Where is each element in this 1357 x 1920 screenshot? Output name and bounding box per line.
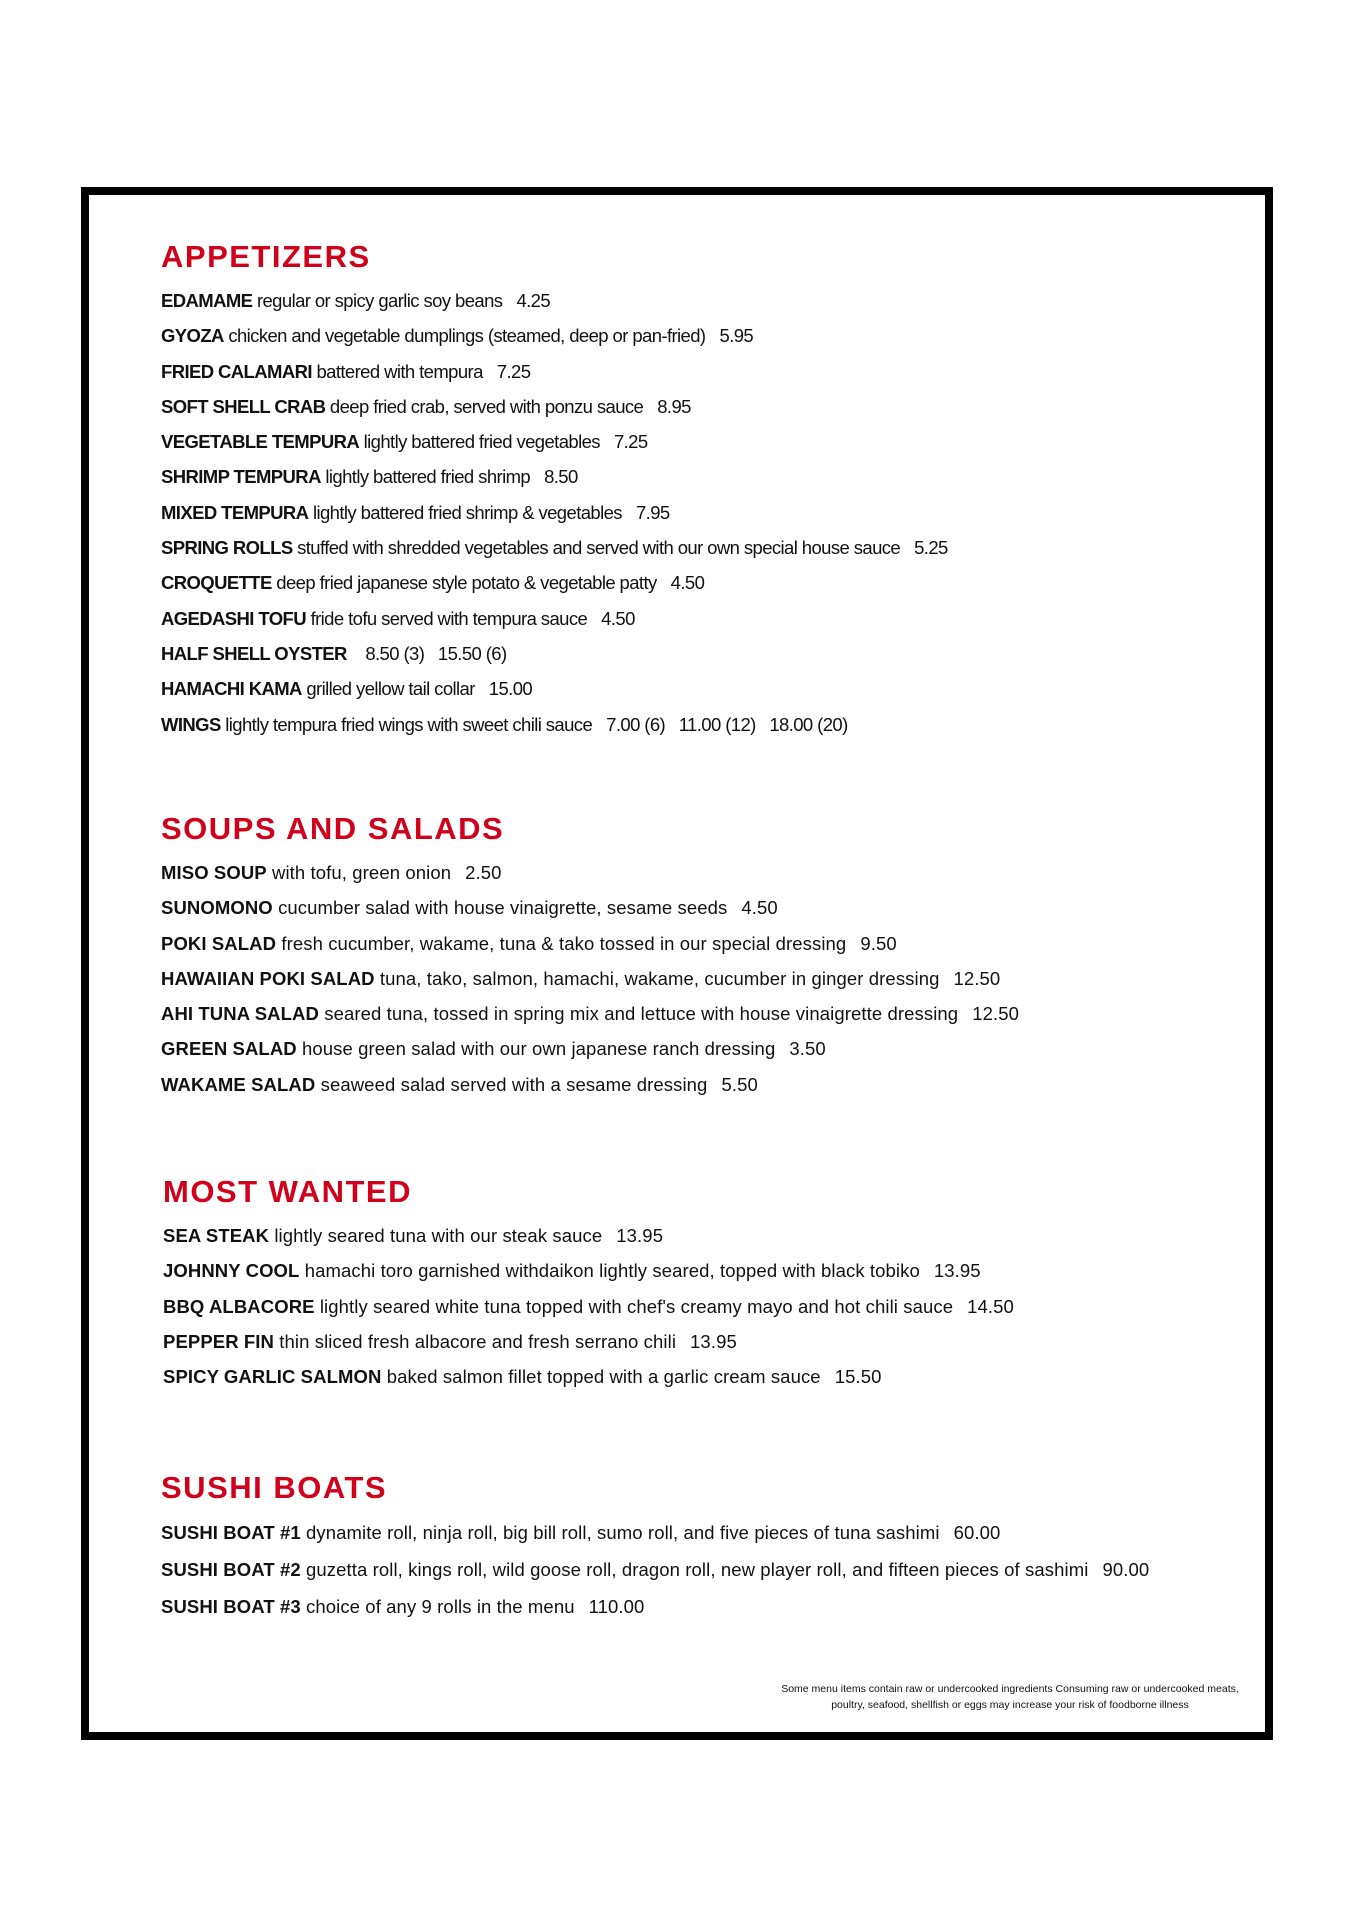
item-price: 12.50 <box>953 967 1001 989</box>
item-price: 13.95 <box>933 1260 981 1282</box>
item-price: 90.00 <box>1102 1559 1150 1580</box>
item-description: baked salmon fillet topped with a garlic cream sauce <box>386 1366 821 1388</box>
item-name: VEGETABLE TEMPURA <box>161 431 360 453</box>
menu-item <box>161 1588 1149 1625</box>
item-price: 3.50 <box>789 1038 826 1060</box>
item-description: guzetta roll, kings roll, wild goose roll, dragon roll, new player roll, and fifteen pieces of sashimi <box>305 1559 1089 1580</box>
item-price: 13.95 <box>690 1330 737 1352</box>
item-name: SUNOMONO <box>161 897 273 919</box>
menu-item <box>161 1551 1149 1588</box>
item-name: AHI TUNA SALAD <box>161 1003 319 1025</box>
item-description: grilled yellow tail collar <box>306 678 475 700</box>
disclaimer-line-1: Some menu items contain raw or undercooked ingredients Consuming raw or undercooked meats, <box>781 1683 1239 1695</box>
menu-item <box>163 1324 1014 1359</box>
menu-item <box>163 1218 1014 1253</box>
item-description: with tofu, green onion <box>272 862 452 883</box>
item-name: SOFT SHELL CRAB <box>161 395 326 417</box>
item-price: 15.00 <box>488 678 533 700</box>
section-title: SOUPS AND SALADS <box>161 811 505 846</box>
item-price: 8.50 <box>544 466 578 488</box>
item-name: SUSHI BOAT #1 <box>161 1522 301 1543</box>
item-name: PEPPER FIN <box>163 1330 274 1352</box>
menu-item <box>161 495 948 530</box>
item-price: 9.50 <box>860 932 897 954</box>
item-name: SHRIMP TEMPURA <box>161 466 321 488</box>
section-appetizers <box>161 237 948 742</box>
item-description: deep fried crab, served with ponzu sauce <box>329 395 644 417</box>
disclaimer <box>760 1681 1260 1713</box>
item-description: fride tofu served with tempura sauce <box>310 607 588 629</box>
item-price: 4.50 <box>670 572 705 594</box>
section-wanted <box>163 1172 1014 1394</box>
item-price: 5.95 <box>719 325 754 347</box>
item-price: 7.25 <box>613 431 648 453</box>
item-description: cucumber salad with house vinaigrette, sesame seeds <box>278 897 728 919</box>
item-description: lightly battered fried shrimp & vegetables <box>312 501 622 523</box>
section-boats <box>161 1468 1149 1625</box>
menu-item <box>161 926 1019 961</box>
menu-item <box>161 671 948 706</box>
item-price: 4.50 <box>741 897 778 919</box>
item-description: fresh cucumber, wakame, tuna & tako tossed in our special dressing <box>281 932 847 954</box>
item-price: 7.00 (6) 11.00 (12) 18.00 (20) <box>606 713 848 735</box>
item-price: 8.95 <box>657 395 691 417</box>
item-name: JOHNNY COOL <box>163 1260 300 1282</box>
item-description: hamachi toro garnished withdaikon lightly seared, topped with black tobiko <box>304 1260 920 1282</box>
menu-item <box>161 565 948 600</box>
item-description: battered with tempura <box>316 360 483 382</box>
menu-item <box>161 601 948 636</box>
item-price: 60.00 <box>953 1522 1001 1543</box>
menu-item <box>161 1067 1019 1102</box>
item-name: FRIED CALAMARI <box>161 360 312 382</box>
item-price: 14.50 <box>967 1295 1014 1317</box>
item-name: HAMACHI KAMA <box>161 678 302 700</box>
item-name: POKI SALAD <box>161 932 277 954</box>
item-description: deep fried japanese style potato & vegetable patty <box>276 572 657 594</box>
item-name: SPRING ROLLS <box>161 537 293 559</box>
section-soups <box>161 809 1019 1102</box>
item-description: thin sliced fresh albacore and fresh serrano chili <box>279 1330 677 1352</box>
item-description: seaweed salad served with a sesame dressing <box>320 1073 708 1095</box>
item-price: 12.50 <box>972 1003 1019 1025</box>
menu-item <box>161 961 1019 996</box>
menu-item <box>161 996 1019 1031</box>
menu-item <box>161 1031 1019 1066</box>
item-name: SPICY GARLIC SALMON <box>163 1366 382 1388</box>
item-description: seared tuna, tossed in spring mix and lettuce with house vinaigrette dressing <box>324 1003 959 1025</box>
item-name: MIXED TEMPURA <box>161 501 309 523</box>
item-description: lightly seared tuna with our steak sauce <box>274 1225 603 1246</box>
item-price: 5.25 <box>914 537 948 559</box>
menu-item <box>161 424 948 459</box>
item-description: stuffed with shredded vegetables and served with our own special house sauce <box>297 537 901 559</box>
item-price: 7.25 <box>496 360 531 382</box>
menu-item <box>163 1253 1014 1288</box>
item-name: WAKAME SALAD <box>161 1073 316 1095</box>
item-description: choice of any 9 rolls in the menu <box>305 1596 575 1617</box>
menu-item <box>161 459 948 494</box>
section-title: APPETIZERS <box>161 239 371 274</box>
menu-item <box>161 318 948 353</box>
item-description: tuna, tako, salmon, hamachi, wakame, cucumber in ginger dressing <box>379 967 940 989</box>
menu-item <box>161 636 948 671</box>
menu-item <box>161 890 1019 925</box>
menu-item <box>161 389 948 424</box>
item-name: SEA STEAK <box>163 1225 270 1246</box>
item-name: CROQUETTE <box>161 572 272 594</box>
item-price: 4.25 <box>516 290 551 311</box>
menu-item <box>161 707 948 742</box>
item-price: 13.95 <box>616 1225 664 1246</box>
menu-item <box>161 283 948 318</box>
item-name: SUSHI BOAT #2 <box>161 1559 301 1580</box>
item-name: AGEDASHI TOFU <box>161 607 307 629</box>
item-description: lightly seared white tuna topped with chef's creamy mayo and hot chili sauce <box>319 1295 954 1317</box>
disclaimer-line-2: poultry, seafood, shellfish or eggs may increase your risk of foodborne illness <box>831 1699 1189 1711</box>
section-title: MOST WANTED <box>163 1174 412 1209</box>
item-price: 15.50 <box>834 1366 882 1388</box>
item-price: 5.50 <box>721 1073 758 1095</box>
item-description: chicken and vegetable dumplings (steamed, deep or pan-fried) <box>228 325 706 347</box>
item-price: 110.00 <box>588 1596 645 1617</box>
menu-item <box>163 1359 1014 1394</box>
item-name: EDAMAME <box>161 290 253 311</box>
item-price: 4.50 <box>601 607 635 629</box>
item-description: dynamite roll, ninja roll, big bill roll, sumo roll, and five pieces of tuna sashimi <box>305 1522 940 1543</box>
item-description: regular or spicy garlic soy beans <box>256 290 503 311</box>
item-description: lightly battered fried vegetables <box>363 431 600 453</box>
item-description: house green salad with our own japanese ranch dressing <box>302 1038 776 1060</box>
item-name: WINGS <box>161 713 221 735</box>
menu-item <box>161 530 948 565</box>
item-price: 2.50 <box>465 862 502 883</box>
menu-item <box>161 855 1019 890</box>
item-name: HAWAIIAN POKI SALAD <box>161 967 375 989</box>
item-name: BBQ ALBACORE <box>163 1295 315 1317</box>
item-name: GREEN SALAD <box>161 1038 297 1060</box>
item-name: MISO SOUP <box>161 862 267 883</box>
item-name: SUSHI BOAT #3 <box>161 1596 301 1617</box>
section-title: SUSHI BOATS <box>161 1470 388 1505</box>
item-price: 7.95 <box>635 501 670 523</box>
menu-item <box>161 354 948 389</box>
item-description: lightly tempura fried wings with sweet chili sauce <box>225 713 593 735</box>
item-name: HALF SHELL OYSTER <box>161 642 347 664</box>
item-description: lightly battered fried shrimp <box>325 466 531 488</box>
item-price: 8.50 (3) 15.50 (6) <box>365 642 507 664</box>
menu-item <box>163 1289 1014 1324</box>
item-name: GYOZA <box>161 325 224 347</box>
menu-item <box>161 1514 1149 1551</box>
